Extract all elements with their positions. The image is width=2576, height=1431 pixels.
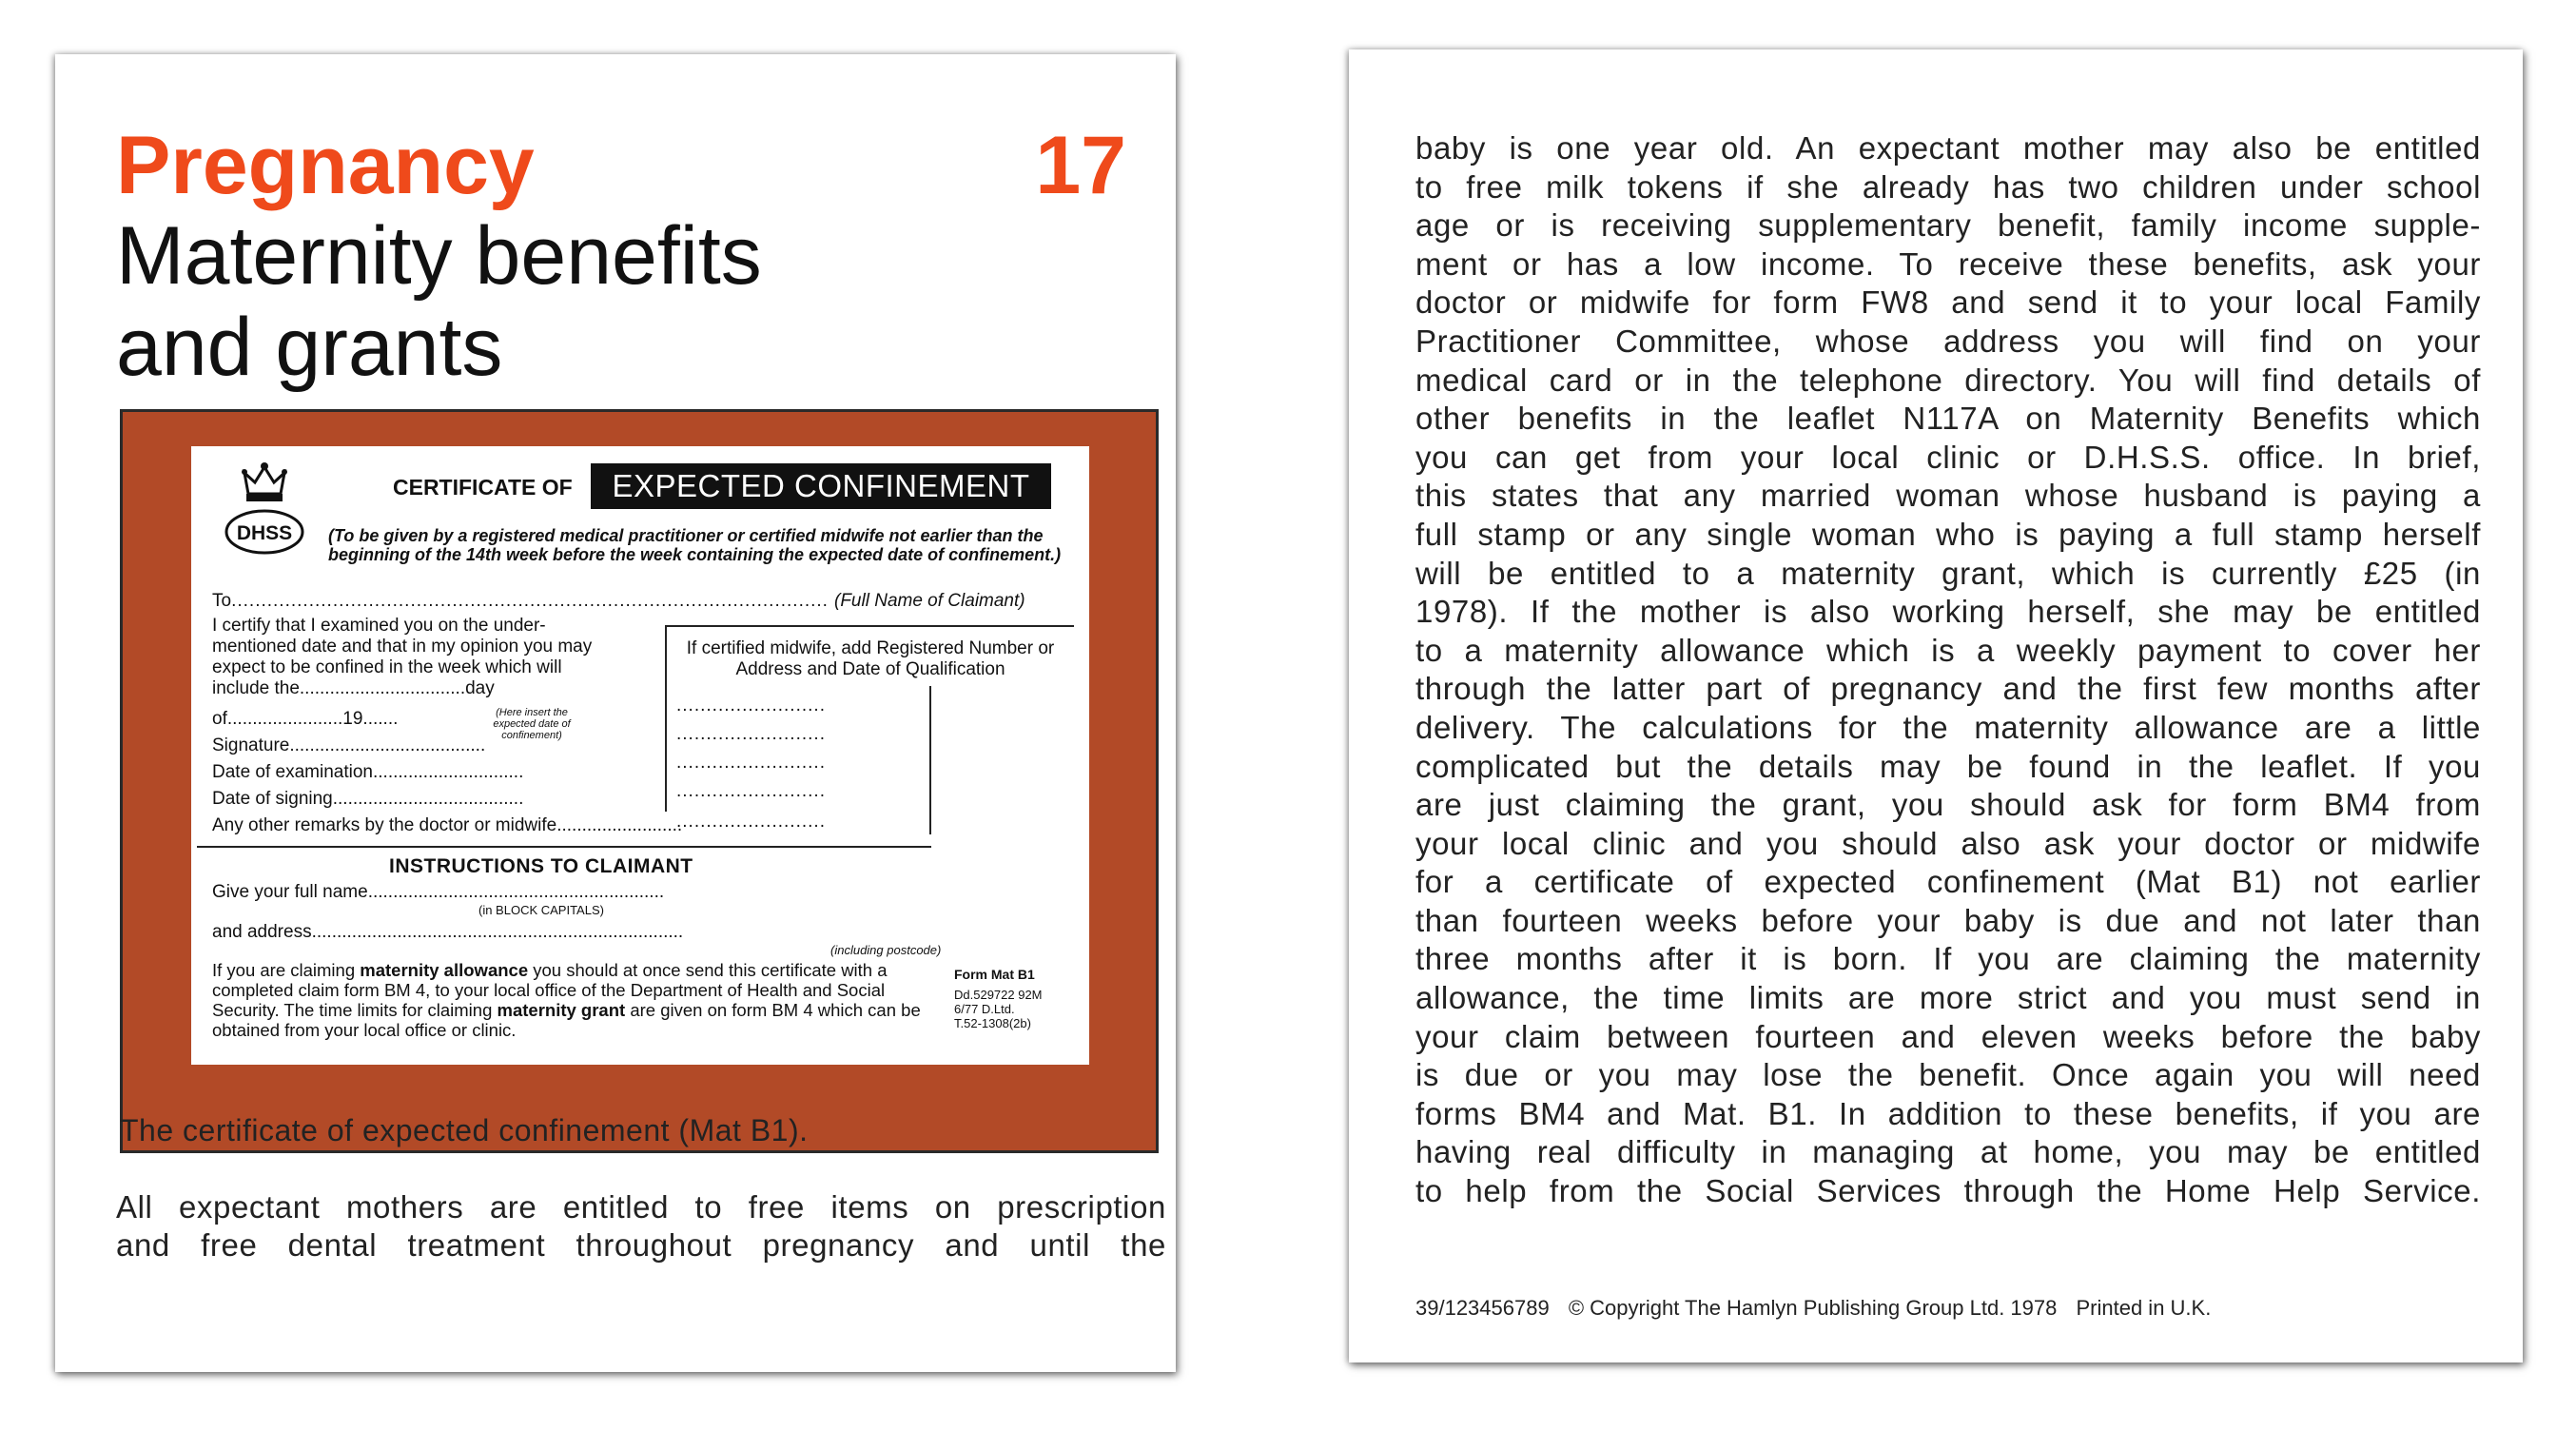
body-line: All expectant mothers are entitled to free items on prescription — [116, 1189, 1166, 1225]
body-line: are just claiming the grant, you should ask for form BM4 from — [1415, 787, 2481, 823]
body-line: your local clinic and you should also ask your doctor or midwife — [1415, 825, 2481, 861]
certificate-frame — [120, 409, 1159, 1153]
full-name-field: Give your full name........................................................... — [212, 882, 665, 902]
figure-caption: The certificate of expected confinement (Mat B1). — [120, 1113, 809, 1147]
body-line: you can get from your local clinic or D.H.S.S. office. In brief, — [1415, 439, 2481, 475]
body-line: this states that any married woman whose husband is paying a — [1415, 478, 2481, 514]
exam-date-field: Date of examination.............................. — [212, 762, 524, 782]
midwife-box-inner-border — [929, 686, 931, 834]
copyright-notice: © Copyright The Hamlyn Publishing Group Ltd. 1978 — [1568, 1296, 2058, 1320]
body-line: baby is one year old. An expectant mother may also be entitled — [1415, 130, 2481, 166]
form-reference — [954, 968, 1043, 1030]
body-line: is due or you may lose the benefit. Once again you will need — [1415, 1057, 2481, 1093]
body-line: than fourteen weeks before your baby is due and not later than — [1415, 902, 2481, 938]
certify-line: mentioned date and that in my opinion you may — [212, 637, 593, 657]
body-line: and free dental treatment throughout pregnancy and until the — [116, 1227, 1166, 1263]
printed-in: Printed in U.K. — [2076, 1296, 2212, 1320]
body-line: full stamp or any single woman who is paying a full stamp herself — [1415, 516, 2481, 552]
body-line: three months after it is born. If you are claiming the maternity — [1415, 941, 2481, 977]
card-front — [55, 54, 1176, 1372]
body-line: to a maternity allowance which is a weekly payment to cover her — [1415, 632, 2481, 668]
body-line: 1978). If the mother is also working herself, she may be entitled — [1415, 594, 2481, 630]
address-field: and address.......................................................................... — [212, 922, 684, 942]
certify-line: I certify that I examined you on the under- — [212, 616, 546, 636]
instructions-heading: INSTRUCTIONS TO CLAIMANT — [389, 855, 693, 877]
form-ref-line: Dd.529722 92M — [954, 988, 1043, 1002]
to-field: To .................................................................................................... — [212, 591, 829, 611]
body-line: allowance, the time limits are more strict and you must send in — [1415, 980, 2481, 1016]
date-hint: (Here insert the expected date of confinement) — [493, 707, 571, 741]
midwife-box-left-border — [665, 625, 667, 812]
body-line: your claim between fourteen and eleven weeks before the baby — [1415, 1018, 2481, 1054]
block-capitals-hint: (in BLOCK CAPITALS) — [478, 903, 604, 917]
certificate-note: (To be given by a registered medical practitioner or certified midwife not earlier than the beginning of the 14th week before the week containing the expected date of confinement.) — [328, 526, 1062, 564]
dhss-crown-logo-icon — [224, 460, 305, 559]
body-line: Practitioner Committee, whose address you will find on your — [1415, 323, 2481, 359]
card-footer — [1415, 1296, 2224, 1321]
body-line: doctor or midwife for form FW8 and send it to your local Family — [1415, 284, 2481, 321]
front-body-text — [116, 1188, 1166, 1264]
body-line: to help from the Social Services through the Home Help Service. — [1415, 1173, 2481, 1209]
certificate-of-label: CERTIFICATE OF — [393, 475, 573, 500]
form-name: Form Mat B1 — [954, 967, 1035, 982]
body-line: through the latter part of pregnancy and the first few months after — [1415, 671, 2481, 707]
body-line: complicated but the details may be found in the leaflet. If you — [1415, 748, 2481, 784]
body-line: other benefits in the leaflet N117A on Maternity Benefits which — [1415, 401, 2481, 437]
midwife-box-text: If certified midwife, add Registered Number or Address and Date of Qualification — [686, 638, 1055, 679]
signature-field: Signature....................................... — [212, 735, 486, 755]
of-label: of — [212, 709, 227, 729]
topic-heading: Pregnancy — [116, 120, 535, 211]
midwife-box-top-border — [665, 625, 1074, 627]
title-line-1: Maternity benefits — [116, 210, 762, 302]
to-label: To — [212, 591, 232, 611]
body-line: delivery. The calculations for the maternity allowance are a little — [1415, 709, 2481, 745]
body-line: will be entitled to a maternity grant, which is currently £25 (in — [1415, 555, 2481, 591]
expected-confinement-banner: EXPECTED CONFINEMENT — [591, 463, 1051, 509]
of-year-field: of.......................19....... — [212, 709, 399, 729]
body-line: medical card or in the telephone directory. You will find details of — [1415, 362, 2481, 398]
body-line: ment or has a low income. To receive these benefits, ask your — [1415, 245, 2481, 282]
claim-instructions: If you are claiming maternity allowance you should at once send this certificate with a completed claim form BM 4, to your local office of the Department of Health and Social Security. The time limits for claiming maternity grant are given on form BM 4 which can be obtained from your local office or clinic. — [212, 960, 921, 1040]
certificate-form: DHSS CERTIFICATE OF EXPECTED CONFINEMENT (To be given by a registered medical practitioner or certified midwife not earlier than the beginning of the 14th week before the week containing the expected date of confinement.) To .................................................................................................... (Full Name of Claimant) I certify that I examined you on the under- mentioned date and that in my opinion you may expect to be confined in the week which will include the.................................day of.......................19....... (Here insert the expected date of confinement) Signature....................................... Date of examination.............................. Date of signing...................................... Any other remarks by the doctor or midwife......................... If certified midwife, add Registered Number or Address and Date of Qualification ......................... ......................... ......................... ......................... ......................... INSTRUCTIONS TO CLAIMANT Give your full name........................................................... (in BLOCK CAPITALS) and address.......................................................................... (including postcode) If you are claiming maternity allowance you should at once send this certificate with a completed claim form BM 4, to your local office of the Department of Health and Social Security. The time limits for claiming maternity grant are given on form BM 4 which can be obtained from your local office or clinic. Form Mat B1 Dd.529722 92M 6/77 D.Ltd. T.52-1308(2b) — [191, 446, 1089, 1065]
card-back — [1349, 49, 2523, 1362]
body-line: to free milk tokens if she already has two children under school — [1415, 168, 2481, 205]
certify-line: expect to be confined in the week which will — [212, 657, 562, 677]
card-number: 17 — [1035, 120, 1126, 211]
body-line: for a certificate of expected confinement (Mat B1) not earlier — [1415, 864, 2481, 900]
to-hint: (Full Name of Claimant) — [834, 591, 1025, 611]
remarks-field: Any other remarks by the doctor or midwife......................... — [212, 815, 683, 835]
body-line: age or is receiving supplementary benefit, family income supple- — [1415, 207, 2481, 244]
form-ref-line: 6/77 D.Ltd. — [954, 1002, 1015, 1016]
signing-date-field: Date of signing...................................... — [212, 789, 524, 809]
body-line: having real difficulty in managing at home, you may be entitled — [1415, 1134, 2481, 1170]
day-label: day — [465, 678, 495, 698]
postcode-hint: (including postcode) — [830, 943, 942, 957]
body-line: forms BM4 and Mat. B1. In addition to these benefits, if you are — [1415, 1095, 2481, 1131]
card-code: 39/123456789 — [1415, 1296, 1550, 1320]
card-title — [116, 210, 762, 393]
year-label: 19 — [342, 709, 363, 729]
instructions-divider — [197, 846, 931, 848]
title-line-2: and grants — [116, 302, 503, 393]
back-body-text — [1415, 129, 2481, 1211]
certify-statement — [212, 616, 592, 699]
certify-line: include the.................................day — [212, 678, 495, 698]
form-ref-line: T.52-1308(2b) — [954, 1016, 1031, 1030]
dhss-label: DHSS — [236, 522, 293, 544]
